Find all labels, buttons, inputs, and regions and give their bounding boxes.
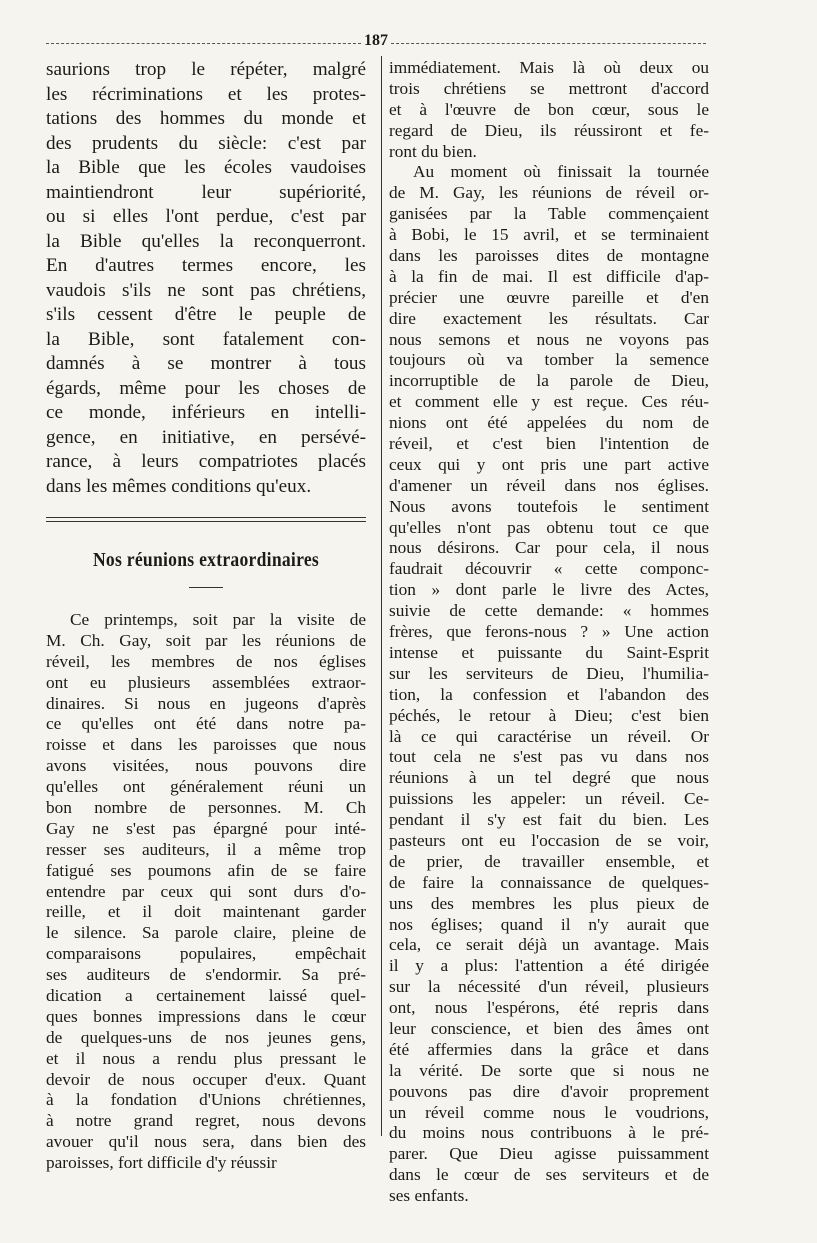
text-line: dans le cœur de ses serviteurs et de bbox=[389, 1165, 709, 1185]
text-line: Ce printemps, soit par la visite de bbox=[70, 610, 366, 629]
left-column bbox=[46, 58, 366, 1174]
text-line: et il nous a rendu plus pressant le bbox=[46, 1048, 366, 1068]
text-line: ganisées par la Table commençaient bbox=[389, 204, 709, 224]
text-line: sur les serviteurs de Dieu, l'humilia- bbox=[389, 663, 709, 683]
text-line: ront du bien. bbox=[389, 141, 477, 161]
text-line: à Bobi, le 15 avril, et se terminaient bbox=[389, 225, 709, 245]
text-line: En d'autres termes encore, les bbox=[46, 255, 366, 276]
text-line: de faire la connaissance de quelques- bbox=[389, 872, 709, 892]
text-line: Nous avons toutefois le sentiment bbox=[389, 496, 709, 516]
text-line: et comment elle y est reçue. Ces réu- bbox=[389, 392, 709, 412]
text-line: d'amener un réveil dans nos églises. bbox=[389, 475, 709, 495]
text-line: leur conscience, et bien des âmes ont bbox=[389, 1018, 709, 1038]
text-line: la Bible, sont fatalement con- bbox=[46, 328, 366, 350]
text-line: sur la nécessité d'un réveil, plusieurs bbox=[389, 977, 709, 997]
text-line: précier une œuvre pareille et d'en bbox=[389, 287, 709, 307]
text-line: de prier, de travailler ensemble, et bbox=[389, 851, 709, 871]
text-line: damnés à se montrer à tous bbox=[46, 353, 366, 374]
header-rule-right bbox=[391, 43, 706, 44]
text-line: du moins nous contribuons à le pré- bbox=[389, 1123, 709, 1143]
article-paragraph bbox=[46, 610, 366, 1174]
text-line: ses auditeurs de s'endormir. Sa pré- bbox=[46, 965, 366, 985]
text-line: nions ont été appelées du nom de bbox=[389, 413, 709, 433]
text-line: il y a plus: l'attention a été dirigée bbox=[389, 956, 709, 976]
text-line: parer. Que Dieu agisse puissamment bbox=[389, 1144, 709, 1164]
text-line: la Bible que les écoles vaudoises bbox=[46, 157, 366, 178]
text-line: nos églises; quand il n'y aurait que bbox=[389, 914, 709, 934]
text-line: cela, ce serait déjà un avantage. Mais bbox=[389, 935, 709, 955]
text-line: de M. Gay, les réunions de réveil or- bbox=[389, 183, 709, 203]
text-line: maintiendront leur supériorité, bbox=[46, 181, 366, 203]
text-line: frères, que ferons-nous ? » Une action bbox=[389, 622, 709, 642]
text-line: Au moment où finissait la tournée bbox=[413, 162, 709, 182]
text-line: suivie de cette demande: « hommes bbox=[389, 601, 709, 621]
text-line: nous semons et nous ne voyons pas bbox=[389, 329, 709, 349]
text-line: intense et puissante du Saint-Esprit bbox=[389, 642, 709, 662]
text-line: de quelques-uns de nos jeunes gens, bbox=[46, 1027, 366, 1047]
text-line: un réveil comme nous le voudrions, bbox=[389, 1102, 709, 1122]
page-header bbox=[46, 32, 706, 52]
text-line: roisse et dans les paroisses que nous bbox=[46, 735, 366, 755]
text-line: pendant il s'y est fait du bien. Les bbox=[389, 810, 709, 830]
closing-paragraph bbox=[46, 58, 366, 499]
heading-rule bbox=[189, 587, 223, 588]
text-line: rance, à leurs compatriotes placés bbox=[46, 451, 366, 472]
text-line: saurions trop le répéter, malgré bbox=[46, 59, 366, 80]
text-line: entendre par ceux qui sont durs d'o- bbox=[46, 881, 366, 901]
text-line: réveil, et c'est bien l'intention de bbox=[389, 434, 709, 454]
text-line: les récriminations et les protes- bbox=[46, 83, 366, 105]
text-line: des prudents du siècle: c'est par bbox=[46, 132, 366, 154]
text-line: reille, et il doit maintenant garder bbox=[46, 902, 366, 922]
text-line: fatigué ses poumons afin de se faire bbox=[46, 860, 366, 880]
text-line: dans les paroisses dites de montagne bbox=[389, 246, 709, 266]
text-line: nous désirons. Car pour cela, il nous bbox=[389, 538, 709, 558]
text-line: la Bible qu'elles la reconquerront. bbox=[46, 230, 366, 252]
text-line: comparaisons populaires, empêchait bbox=[46, 944, 366, 964]
text-line: regard de Dieu, ils réussiront et fe- bbox=[389, 120, 709, 140]
text-line: tations des hommes du monde et bbox=[46, 108, 366, 129]
text-line: réveil, les membres de nos églises bbox=[46, 651, 366, 671]
header-rule-left bbox=[46, 43, 361, 44]
text-line: Gay ne s'est pas épargné pour inté- bbox=[46, 818, 366, 838]
right-column bbox=[389, 58, 709, 1207]
text-line: péchés, le retour à Dieu; c'est bien bbox=[389, 705, 709, 725]
text-line: réunions à un tel degré que nous bbox=[389, 768, 709, 788]
text-line: tion, la confession et l'abandon des bbox=[389, 684, 709, 704]
text-line: immédiatement. Mais là où deux ou bbox=[389, 58, 709, 77]
text-line: à la fin de mai. Il est difficile d'ap- bbox=[389, 266, 709, 286]
column-divider bbox=[381, 56, 382, 1136]
text-line: pasteurs ont eu l'occasion de se voir, bbox=[389, 830, 709, 850]
text-line: toujours où va tomber la semence bbox=[389, 350, 709, 370]
text-line: vaudois s'ils ne sont pas chrétiens, bbox=[46, 279, 366, 301]
text-line: à notre grand regret, nous devons bbox=[46, 1111, 366, 1131]
text-line: ont, nous l'espérons, été repris dans bbox=[389, 998, 709, 1018]
text-line: dans les mêmes conditions qu'eux. bbox=[46, 475, 312, 497]
text-line: qu'elles ont généralement réuni un bbox=[46, 777, 366, 797]
text-line: resser ses auditeurs, il a même trop bbox=[46, 839, 366, 859]
text-line: trois chrétiens se mettront d'accord bbox=[389, 78, 709, 98]
text-line: avouer qu'il nous sera, dans bien des bbox=[46, 1132, 366, 1152]
text-line: tion » dont parle le livre des Actes, bbox=[389, 580, 709, 600]
text-line: ce monde, inférieurs en intelli- bbox=[46, 402, 366, 423]
text-line: qu'elles n'ont pas obtenu tout ce que bbox=[389, 517, 709, 537]
text-line: là ce qui caractérise un réveil. Or bbox=[389, 726, 709, 746]
text-line: bon nombre de personnes. M. Ch bbox=[46, 798, 366, 818]
text-line: M. Ch. Gay, soit par les réunions de bbox=[46, 630, 366, 650]
text-line: ont eu plusieurs assemblées extraor- bbox=[46, 672, 366, 692]
text-line: ceux qui y ont pris une part active bbox=[389, 454, 709, 474]
text-line: à la fondation d'Unions chrétiennes, bbox=[46, 1090, 366, 1110]
text-line: la vérité. De sorte que si nous ne bbox=[389, 1060, 709, 1080]
text-line: été affermies dans la grâce et dans bbox=[389, 1039, 709, 1059]
text-line: dire exactement les résultats. Car bbox=[389, 308, 709, 328]
text-line: ce qu'elles ont été dans notre pa- bbox=[46, 714, 366, 734]
text-line: le silence. Sa parole claire, pleine de bbox=[46, 923, 366, 943]
text-line: ques bonnes impressions dans le cœur bbox=[46, 1006, 366, 1026]
text-line: uns des membres les plus pieux de bbox=[389, 893, 709, 913]
text-line: faudrait découvrir « cette componc- bbox=[389, 559, 709, 579]
text-line: avons visitées, nous pouvons dire bbox=[46, 756, 366, 776]
text-line: puissions les appeler: un réveil. Ce- bbox=[389, 789, 709, 809]
text-line: tout cela ne s'est pas vu dans nos bbox=[389, 747, 709, 767]
text-line: dinaires. Si nous en jugeons d'après bbox=[46, 693, 366, 713]
text-line: gence, en initiative, en persévé- bbox=[46, 426, 366, 448]
text-line: et à l'œuvre de bon cœur, sous le bbox=[389, 99, 709, 119]
text-line: ses enfants. bbox=[389, 1186, 469, 1206]
section-separator bbox=[46, 511, 366, 531]
text-line: ou si elles l'ont perdue, c'est par bbox=[46, 206, 366, 227]
text-line: incorruptible de la parole de Dieu, bbox=[389, 371, 709, 391]
text-line: paroisses, fort difficile d'y réussir bbox=[46, 1153, 277, 1173]
section-heading: Nos réunions extraordinaires bbox=[92, 549, 320, 571]
text-line: s'ils cessent d'être le peuple de bbox=[46, 304, 366, 325]
text-line: devoir de nous occuper d'eux. Quant bbox=[46, 1069, 366, 1089]
text-line: égards, même pour les choses de bbox=[46, 377, 366, 399]
text-line: dication a certainement laissé quel- bbox=[46, 986, 366, 1006]
page-number: 187 bbox=[364, 32, 388, 49]
text-line: pouvons pas dire d'avoir proprement bbox=[389, 1081, 709, 1101]
